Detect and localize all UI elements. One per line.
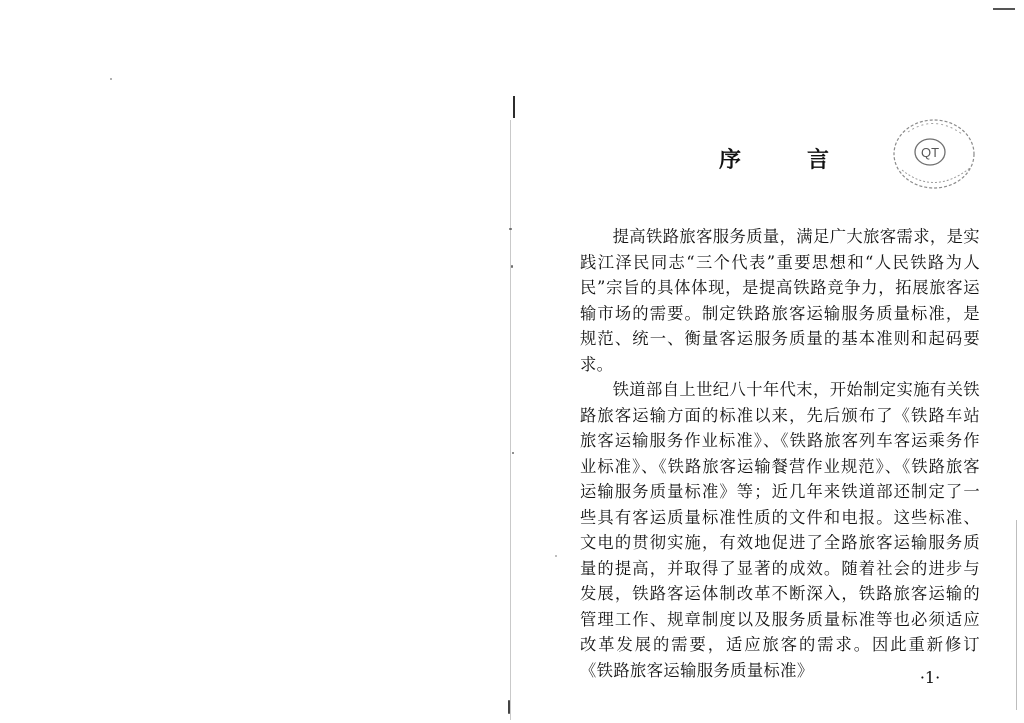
page-title: 序 言 [718, 147, 851, 173]
scan-speck [512, 452, 514, 454]
scan-speck [509, 228, 512, 230]
scan-speck [555, 555, 557, 557]
scan-speck [508, 700, 510, 714]
stamp-text: QT [920, 145, 940, 160]
paragraph: 提高铁路旅客服务质量，满足广大旅客需求，是实践江泽民同志“三个代表”重要思想和“人民铁路为人民”宗旨的具体体现，是提高铁路竞争力，拓展旅客运输市场的需要。制定铁路旅客运输服务质量标准，是规范、统一、衡量客运服务质量的基本准则和起码要求。 [580, 227, 980, 374]
library-stamp [888, 112, 980, 194]
right-edge-line [1016, 520, 1017, 710]
binding-gutter-line-faint [510, 120, 511, 720]
scan-speck [511, 265, 513, 268]
preface-body [580, 224, 980, 683]
binding-gutter-line [513, 96, 515, 118]
page-number: ·1· [919, 668, 941, 687]
scan-speck [110, 78, 112, 80]
scan-edge-mark [993, 8, 1015, 10]
paragraph: 铁道部自上世纪八十年代末，开始制定实施有关铁路旅客运输方面的标准以来，先后颁布了《铁路车站旅客运输服务作业标准》、《铁路旅客列车客运乘务作业标准》、《铁路旅客运输餐营作业规范》、《铁路旅客运输服务质量标准》等；近几年来铁道部还制定了一些具有客运质量标准性质的文件和电报。这些标准、文电的贯彻实施，有效地促进了全路旅客运输服务质量的提高，并取得了显著的成效。随着社会的进步与发展，铁路客运体制改革不断深入，铁路旅客运输的管理工作、规章制度以及服务质量标准等也必须适应改革发展的需要，适应旅客的需求。因此重新修订《铁路旅客运输服务质量标准》 [580, 380, 980, 680]
